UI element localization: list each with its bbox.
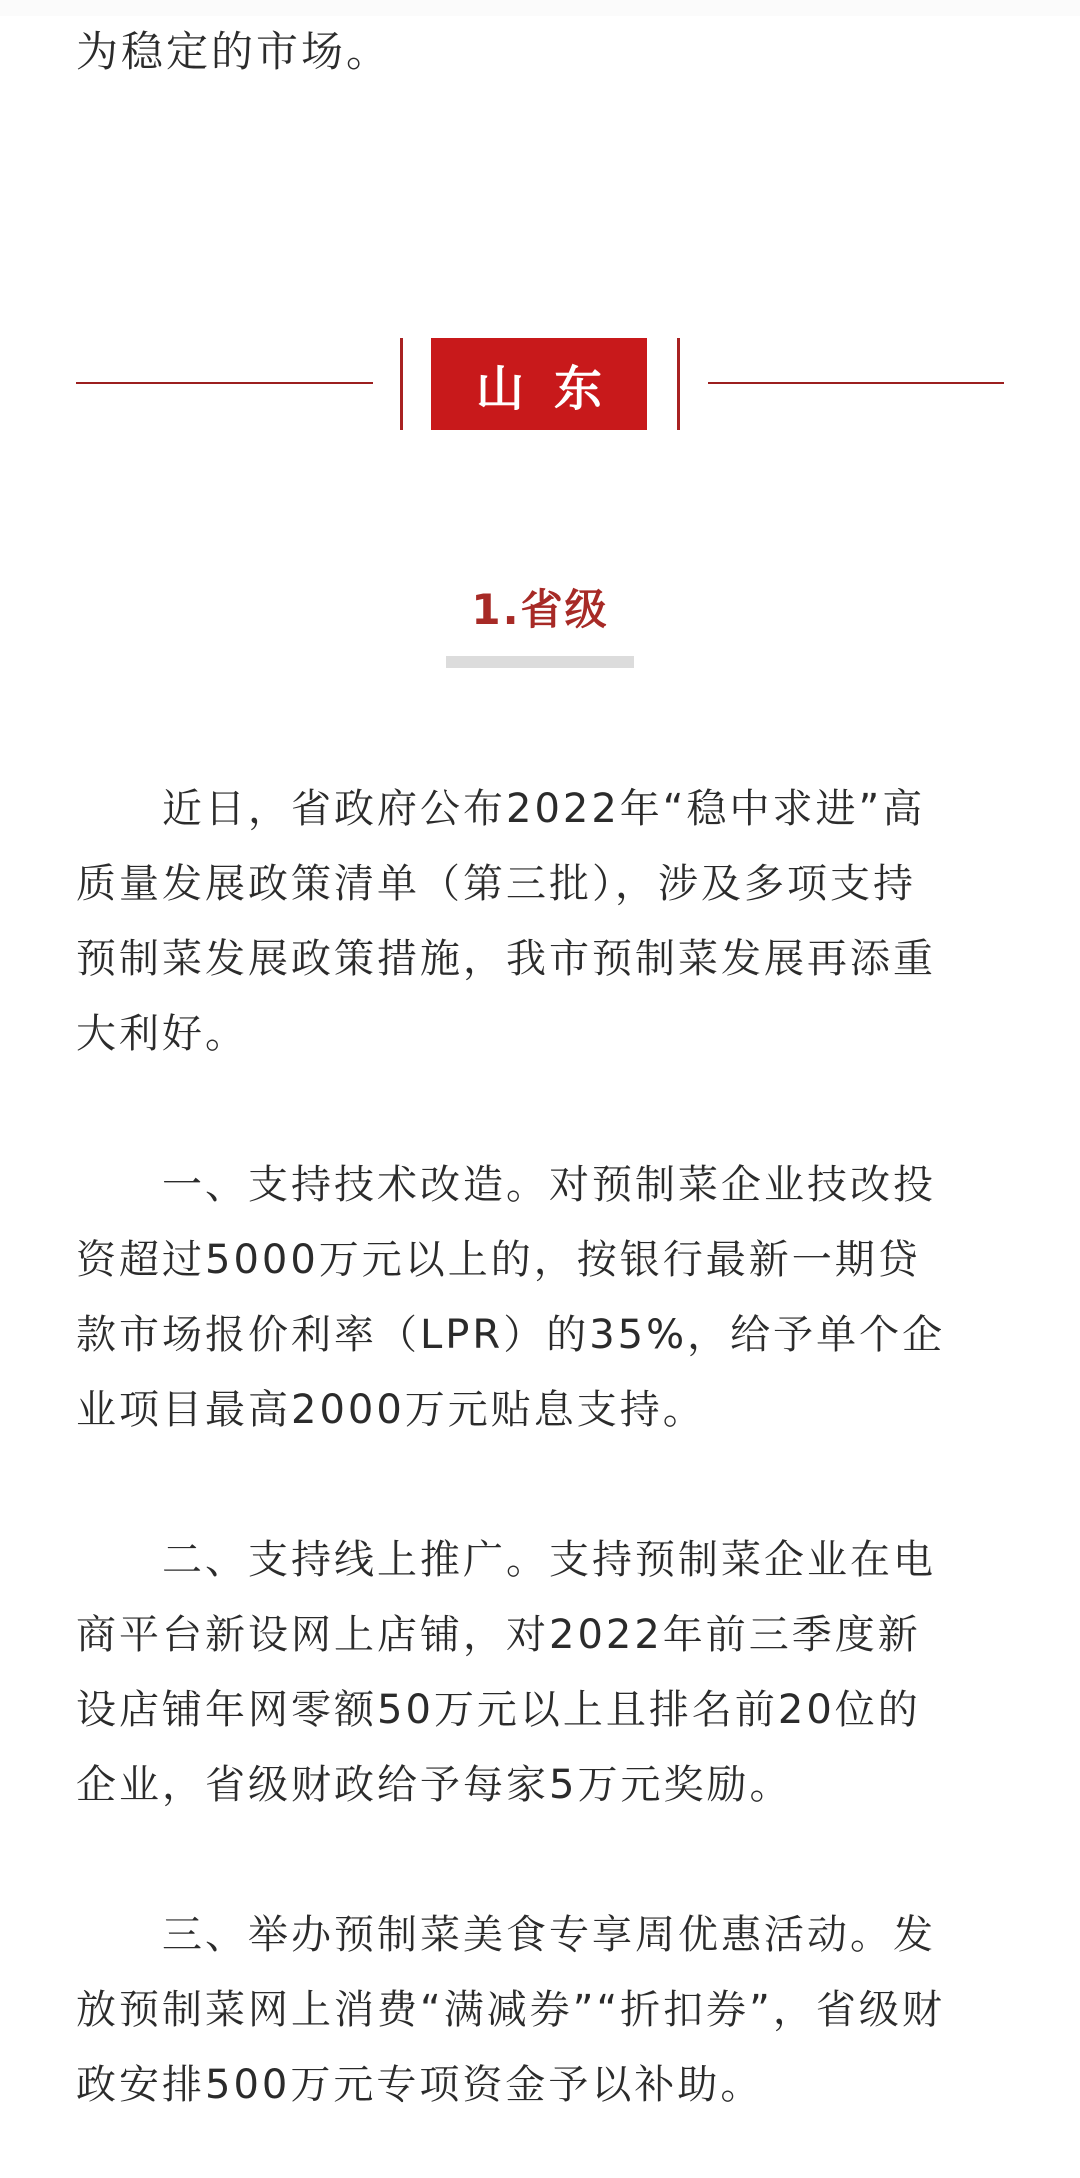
- paragraph-intro: [76, 772, 1006, 1072]
- paragraph-line: 一、支持技术改造。对预制菜企业技改投: [76, 1162, 936, 1208]
- paragraph-line: 款市场报价利率（LPR）的35%，给予单个企: [76, 1312, 946, 1358]
- header-rule-left: [76, 382, 373, 384]
- paragraph-line: 商平台新设网上店铺，对2022年前三季度新: [76, 1612, 921, 1658]
- paragraph-line: 二、支持线上推广。支持预制菜企业在电: [76, 1537, 936, 1583]
- header-tick-right: [677, 338, 680, 430]
- paragraph-line: 放预制菜网上消费“满减券”“折扣券”，省级财: [76, 1987, 945, 2033]
- paragraph-line: 政安排500万元专项资金予以补助。: [76, 2062, 764, 2108]
- paragraph-line: 预制菜发展政策措施，我市预制菜发展再添重: [76, 936, 936, 982]
- subsection-underline: [446, 656, 634, 668]
- top-strip: [0, 0, 1080, 16]
- paragraph-online-promotion: [76, 1523, 1006, 1823]
- paragraph-line: 近日，省政府公布2022年“稳中求进”高: [76, 786, 926, 832]
- lead-text: 为稳定的市场。: [76, 27, 392, 76]
- paragraph-food-week: [76, 1898, 1006, 2123]
- section-title: 山东: [431, 338, 647, 430]
- paragraph-line: 资超过5000万元以上的，按银行最新一期贷: [76, 1237, 921, 1283]
- header-tick-left: [400, 338, 403, 430]
- paragraph-line: 质量发展政策清单（第三批），涉及多项支持: [76, 861, 916, 907]
- paragraph-line: 业项目最高2000万元贴息支持。: [76, 1387, 706, 1433]
- section-header: [0, 334, 1080, 434]
- paragraph-line: 三、举办预制菜美食专享周优惠活动。发: [76, 1912, 936, 1958]
- paragraph-line: 大利好。: [76, 1011, 248, 1057]
- paragraph-line: 设店铺年网零额50万元以上且排名前20位的: [76, 1687, 921, 1733]
- paragraph-line: 企业，省级财政给予每家5万元奖励。: [76, 1762, 793, 1808]
- paragraph-tech-upgrade: [76, 1148, 1006, 1448]
- subsection-title: 1.省级: [471, 585, 609, 634]
- header-rule-right: [708, 382, 1004, 384]
